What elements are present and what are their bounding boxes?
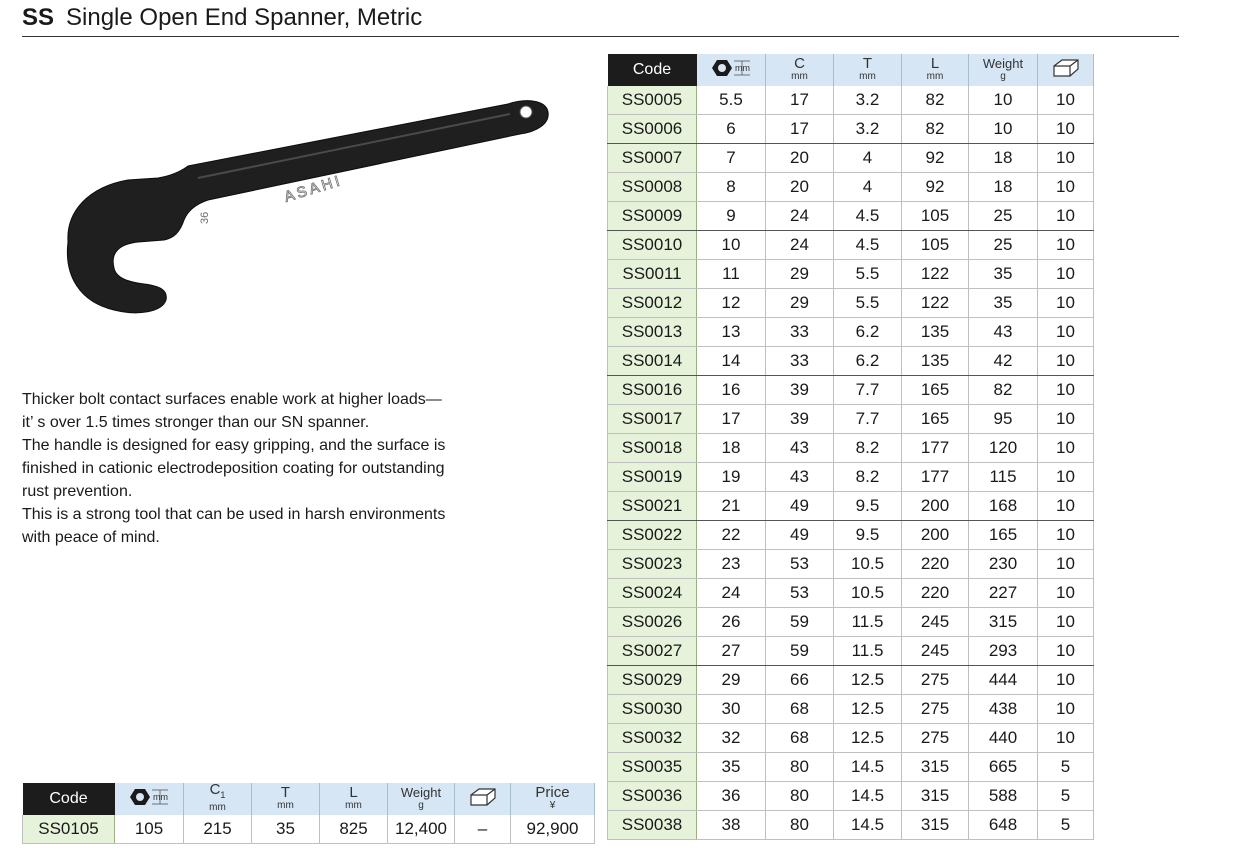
qty-cell: 10 bbox=[1038, 550, 1094, 579]
weight-cell: 10 bbox=[969, 115, 1038, 144]
size-cell: 6 bbox=[697, 115, 766, 144]
product-title: Single Open End Spanner, Metric bbox=[66, 4, 423, 31]
t-cell: 14.5 bbox=[834, 782, 902, 811]
table-row bbox=[608, 463, 1094, 492]
size-cell: 5.5 bbox=[697, 86, 766, 115]
t-cell: 35 bbox=[252, 815, 320, 844]
weight-cell: 18 bbox=[969, 173, 1038, 202]
code-cell: SS0024 bbox=[608, 579, 697, 608]
price-header: Price ¥ bbox=[511, 783, 595, 815]
c-cell: 33 bbox=[766, 347, 834, 376]
c-cell: 29 bbox=[766, 289, 834, 318]
weight-cell: 25 bbox=[969, 231, 1038, 260]
weight-cell: 438 bbox=[969, 695, 1038, 724]
t-cell: 3.2 bbox=[834, 86, 902, 115]
code-cell: SS0007 bbox=[608, 144, 697, 173]
code-cell: SS0011 bbox=[608, 260, 697, 289]
code-cell: SS0023 bbox=[608, 550, 697, 579]
product-code: SS bbox=[22, 4, 55, 31]
code-cell: SS0026 bbox=[608, 608, 697, 637]
code-cell: SS0012 bbox=[608, 289, 697, 318]
table-row bbox=[608, 637, 1094, 666]
weight-cell: 18 bbox=[969, 144, 1038, 173]
c-cell: 17 bbox=[766, 86, 834, 115]
qty-cell: 10 bbox=[1038, 144, 1094, 173]
weight-cell: 588 bbox=[969, 782, 1038, 811]
table-row bbox=[608, 231, 1094, 260]
qty-cell: 10 bbox=[1038, 579, 1094, 608]
l-cell: 315 bbox=[902, 753, 969, 782]
size-cell: 27 bbox=[697, 637, 766, 666]
table-row bbox=[608, 550, 1094, 579]
l-cell: 92 bbox=[902, 144, 969, 173]
t-cell: 12.5 bbox=[834, 724, 902, 753]
qty-cell: 10 bbox=[1038, 492, 1094, 521]
c-cell: 53 bbox=[766, 579, 834, 608]
code-cell: SS0032 bbox=[608, 724, 697, 753]
weight-cell: 168 bbox=[969, 492, 1038, 521]
weight-cell: 95 bbox=[969, 405, 1038, 434]
size-mark: 36 bbox=[199, 211, 211, 224]
size-cell: 9 bbox=[697, 202, 766, 231]
spec-table bbox=[607, 54, 1094, 840]
weight-header: Weight g bbox=[388, 783, 455, 815]
spec-table-header bbox=[608, 54, 1094, 86]
weight-cell: 227 bbox=[969, 579, 1038, 608]
size-unit: mm bbox=[734, 62, 750, 73]
t-cell: 4 bbox=[834, 173, 902, 202]
size-cell: 13 bbox=[697, 318, 766, 347]
c-cell: 59 bbox=[766, 608, 834, 637]
qty-cell: 10 bbox=[1038, 637, 1094, 666]
table-row bbox=[608, 115, 1094, 144]
c-cell: 49 bbox=[766, 521, 834, 550]
c-cell: 49 bbox=[766, 492, 834, 521]
weight-cell: 43 bbox=[969, 318, 1038, 347]
qty-cell: 10 bbox=[1038, 376, 1094, 405]
description-line: The handle is designed for easy gripping, and the surface is finished in cationic electrodeposition coating for outstanding rust prevention. bbox=[22, 437, 446, 500]
l-header: L mm bbox=[320, 783, 388, 815]
t-cell: 5.5 bbox=[834, 289, 902, 318]
l-cell: 315 bbox=[902, 782, 969, 811]
code-cell: SS0013 bbox=[608, 318, 697, 347]
size-cell: 26 bbox=[697, 608, 766, 637]
l-cell: 165 bbox=[902, 405, 969, 434]
spanner-image bbox=[56, 88, 551, 320]
table-row bbox=[608, 492, 1094, 521]
qty-cell: 10 bbox=[1038, 289, 1094, 318]
large-spanner-table-header bbox=[23, 783, 595, 815]
l-cell: 200 bbox=[902, 521, 969, 550]
hex-nut-icon bbox=[128, 787, 170, 807]
qty-cell: 5 bbox=[1038, 782, 1094, 811]
weight-cell: 293 bbox=[969, 637, 1038, 666]
l-cell: 315 bbox=[902, 811, 969, 840]
t-cell: 8.2 bbox=[834, 463, 902, 492]
large-spanner-table bbox=[22, 783, 595, 844]
code-cell: SS0105 bbox=[23, 815, 115, 844]
l-cell: 275 bbox=[902, 666, 969, 695]
c-cell: 66 bbox=[766, 666, 834, 695]
size-cell: 23 bbox=[697, 550, 766, 579]
code-cell: SS0014 bbox=[608, 347, 697, 376]
code-cell: SS0019 bbox=[608, 463, 697, 492]
weight-cell: 230 bbox=[969, 550, 1038, 579]
c-cell: 43 bbox=[766, 434, 834, 463]
l-cell: 275 bbox=[902, 695, 969, 724]
product-description bbox=[22, 388, 452, 549]
qty-cell: 10 bbox=[1038, 724, 1094, 753]
qty-cell: 10 bbox=[1038, 86, 1094, 115]
l-cell: 245 bbox=[902, 637, 969, 666]
code-cell: SS0009 bbox=[608, 202, 697, 231]
c-cell: 20 bbox=[766, 144, 834, 173]
t-cell: 9.5 bbox=[834, 521, 902, 550]
table-row bbox=[608, 811, 1094, 840]
weight-cell: 12,400 bbox=[388, 815, 455, 844]
c-cell: 39 bbox=[766, 376, 834, 405]
table-row bbox=[608, 260, 1094, 289]
l-cell: 122 bbox=[902, 289, 969, 318]
weight-cell: 25 bbox=[969, 202, 1038, 231]
t-cell: 4.5 bbox=[834, 202, 902, 231]
table-row bbox=[608, 521, 1094, 550]
table-row bbox=[608, 666, 1094, 695]
c-cell: 24 bbox=[766, 202, 834, 231]
table-row bbox=[608, 86, 1094, 115]
size-cell: 35 bbox=[697, 753, 766, 782]
c-cell: 59 bbox=[766, 637, 834, 666]
weight-cell: 665 bbox=[969, 753, 1038, 782]
page-title bbox=[22, 2, 422, 34]
description-line: Thicker bolt contact surfaces enable work at higher loads—it’ s over 1.5 times stronger than our SN spanner. bbox=[22, 391, 442, 431]
size-cell: 36 bbox=[697, 782, 766, 811]
c-cell: 80 bbox=[766, 753, 834, 782]
c-cell: 68 bbox=[766, 695, 834, 724]
table-row bbox=[608, 289, 1094, 318]
code-cell: SS0036 bbox=[608, 782, 697, 811]
qty-cell: – bbox=[455, 815, 511, 844]
l-cell: 82 bbox=[902, 115, 969, 144]
table-row bbox=[608, 608, 1094, 637]
weight-cell: 440 bbox=[969, 724, 1038, 753]
l-header: L mm bbox=[902, 54, 969, 86]
size-cell: 10 bbox=[697, 231, 766, 260]
table-row bbox=[608, 724, 1094, 753]
size-cell: 17 bbox=[697, 405, 766, 434]
c-cell: 68 bbox=[766, 724, 834, 753]
weight-cell: 444 bbox=[969, 666, 1038, 695]
t-cell: 4 bbox=[834, 144, 902, 173]
table-row bbox=[608, 579, 1094, 608]
table-row bbox=[608, 318, 1094, 347]
c-cell: 33 bbox=[766, 318, 834, 347]
qty-cell: 10 bbox=[1038, 521, 1094, 550]
l-cell: 177 bbox=[902, 463, 969, 492]
c-cell: 20 bbox=[766, 173, 834, 202]
size-cell: 30 bbox=[697, 695, 766, 724]
qty-cell: 10 bbox=[1038, 347, 1094, 376]
weight-cell: 315 bbox=[969, 608, 1038, 637]
package-header bbox=[1038, 54, 1094, 86]
qty-cell: 10 bbox=[1038, 115, 1094, 144]
size-cell: 38 bbox=[697, 811, 766, 840]
qty-cell: 10 bbox=[1038, 173, 1094, 202]
code-cell: SS0010 bbox=[608, 231, 697, 260]
c-cell: 43 bbox=[766, 463, 834, 492]
size-cell: 16 bbox=[697, 376, 766, 405]
l-cell: 122 bbox=[902, 260, 969, 289]
t-header: T mm bbox=[834, 54, 902, 86]
t-cell: 14.5 bbox=[834, 753, 902, 782]
t-cell: 3.2 bbox=[834, 115, 902, 144]
c-cell: 24 bbox=[766, 231, 834, 260]
qty-cell: 10 bbox=[1038, 231, 1094, 260]
code-cell: SS0030 bbox=[608, 695, 697, 724]
size-cell: 18 bbox=[697, 434, 766, 463]
t-cell: 7.7 bbox=[834, 405, 902, 434]
t-cell: 6.2 bbox=[834, 318, 902, 347]
price-cell: 92,900 bbox=[511, 815, 595, 844]
l-cell: 825 bbox=[320, 815, 388, 844]
qty-cell: 10 bbox=[1038, 463, 1094, 492]
c-cell: 80 bbox=[766, 782, 834, 811]
t-cell: 10.5 bbox=[834, 550, 902, 579]
code-cell: SS0018 bbox=[608, 434, 697, 463]
t-cell: 7.7 bbox=[834, 376, 902, 405]
box-icon bbox=[468, 786, 498, 808]
size-unit: mm bbox=[152, 791, 168, 802]
l-cell: 220 bbox=[902, 550, 969, 579]
t-cell: 9.5 bbox=[834, 492, 902, 521]
t-cell: 4.5 bbox=[834, 231, 902, 260]
c-cell: 80 bbox=[766, 811, 834, 840]
size-cell: 7 bbox=[697, 144, 766, 173]
title-divider bbox=[22, 36, 1179, 37]
table-row bbox=[608, 202, 1094, 231]
code-cell: SS0035 bbox=[608, 753, 697, 782]
t-cell: 14.5 bbox=[834, 811, 902, 840]
t-cell: 12.5 bbox=[834, 695, 902, 724]
t-cell: 10.5 bbox=[834, 579, 902, 608]
size-cell: 11 bbox=[697, 260, 766, 289]
size-cell: 105 bbox=[115, 815, 184, 844]
code-cell: SS0006 bbox=[608, 115, 697, 144]
size-cell: 8 bbox=[697, 173, 766, 202]
weight-cell: 648 bbox=[969, 811, 1038, 840]
t-cell: 6.2 bbox=[834, 347, 902, 376]
size-cell: 32 bbox=[697, 724, 766, 753]
weight-cell: 10 bbox=[969, 86, 1038, 115]
l-cell: 200 bbox=[902, 492, 969, 521]
qty-cell: 10 bbox=[1038, 608, 1094, 637]
size-cell: 21 bbox=[697, 492, 766, 521]
code-cell: SS0017 bbox=[608, 405, 697, 434]
qty-cell: 10 bbox=[1038, 202, 1094, 231]
t-cell: 12.5 bbox=[834, 666, 902, 695]
l-cell: 135 bbox=[902, 347, 969, 376]
qty-cell: 10 bbox=[1038, 666, 1094, 695]
size-header bbox=[115, 783, 184, 815]
qty-cell: 5 bbox=[1038, 811, 1094, 840]
qty-cell: 5 bbox=[1038, 753, 1094, 782]
l-cell: 177 bbox=[902, 434, 969, 463]
table-row bbox=[608, 144, 1094, 173]
weight-header: Weight g bbox=[969, 54, 1038, 86]
weight-cell: 120 bbox=[969, 434, 1038, 463]
c1-header: $C_1$ mm bbox=[184, 783, 252, 815]
weight-cell: 35 bbox=[969, 289, 1038, 318]
qty-cell: 10 bbox=[1038, 405, 1094, 434]
code-header: Code bbox=[608, 54, 697, 86]
l-cell: 135 bbox=[902, 318, 969, 347]
qty-cell: 10 bbox=[1038, 434, 1094, 463]
size-cell: 19 bbox=[697, 463, 766, 492]
c-cell: 53 bbox=[766, 550, 834, 579]
size-cell: 24 bbox=[697, 579, 766, 608]
package-header bbox=[455, 783, 511, 815]
c-cell: 17 bbox=[766, 115, 834, 144]
l-cell: 105 bbox=[902, 231, 969, 260]
c-cell: 39 bbox=[766, 405, 834, 434]
code-cell: SS0016 bbox=[608, 376, 697, 405]
qty-cell: 10 bbox=[1038, 260, 1094, 289]
l-cell: 245 bbox=[902, 608, 969, 637]
qty-cell: 10 bbox=[1038, 695, 1094, 724]
l-cell: 165 bbox=[902, 376, 969, 405]
description-line: This is a strong tool that can be used in harsh environments with peace of mind. bbox=[22, 506, 446, 546]
c-header: C mm bbox=[766, 54, 834, 86]
weight-cell: 42 bbox=[969, 347, 1038, 376]
box-icon bbox=[1051, 57, 1081, 79]
hex-nut-icon bbox=[710, 58, 752, 78]
t-header: T mm bbox=[252, 783, 320, 815]
code-cell: SS0008 bbox=[608, 173, 697, 202]
table-row bbox=[608, 405, 1094, 434]
t-cell: 11.5 bbox=[834, 637, 902, 666]
code-cell: SS0021 bbox=[608, 492, 697, 521]
brand-mark: ASAHI bbox=[282, 172, 345, 206]
table-row bbox=[608, 695, 1094, 724]
size-cell: 14 bbox=[697, 347, 766, 376]
code-cell: SS0038 bbox=[608, 811, 697, 840]
weight-cell: 35 bbox=[969, 260, 1038, 289]
weight-cell: 82 bbox=[969, 376, 1038, 405]
c-cell: 29 bbox=[766, 260, 834, 289]
size-cell: 22 bbox=[697, 521, 766, 550]
table-row bbox=[608, 753, 1094, 782]
size-cell: 12 bbox=[697, 289, 766, 318]
qty-cell: 10 bbox=[1038, 318, 1094, 347]
size-header bbox=[697, 54, 766, 86]
table-row bbox=[608, 173, 1094, 202]
t-cell: 8.2 bbox=[834, 434, 902, 463]
t-cell: 11.5 bbox=[834, 608, 902, 637]
table-row bbox=[608, 434, 1094, 463]
l-cell: 92 bbox=[902, 173, 969, 202]
code-cell: SS0005 bbox=[608, 86, 697, 115]
code-header: Code bbox=[23, 783, 115, 815]
l-cell: 82 bbox=[902, 86, 969, 115]
code-cell: SS0029 bbox=[608, 666, 697, 695]
code-cell: SS0027 bbox=[608, 637, 697, 666]
table-row bbox=[608, 347, 1094, 376]
weight-cell: 115 bbox=[969, 463, 1038, 492]
size-cell: 29 bbox=[697, 666, 766, 695]
l-cell: 275 bbox=[902, 724, 969, 753]
l-cell: 105 bbox=[902, 202, 969, 231]
l-cell: 220 bbox=[902, 579, 969, 608]
weight-cell: 165 bbox=[969, 521, 1038, 550]
code-cell: SS0022 bbox=[608, 521, 697, 550]
t-cell: 5.5 bbox=[834, 260, 902, 289]
c1-cell: 215 bbox=[184, 815, 252, 844]
table-row bbox=[23, 815, 595, 844]
table-row bbox=[608, 376, 1094, 405]
table-row bbox=[608, 782, 1094, 811]
